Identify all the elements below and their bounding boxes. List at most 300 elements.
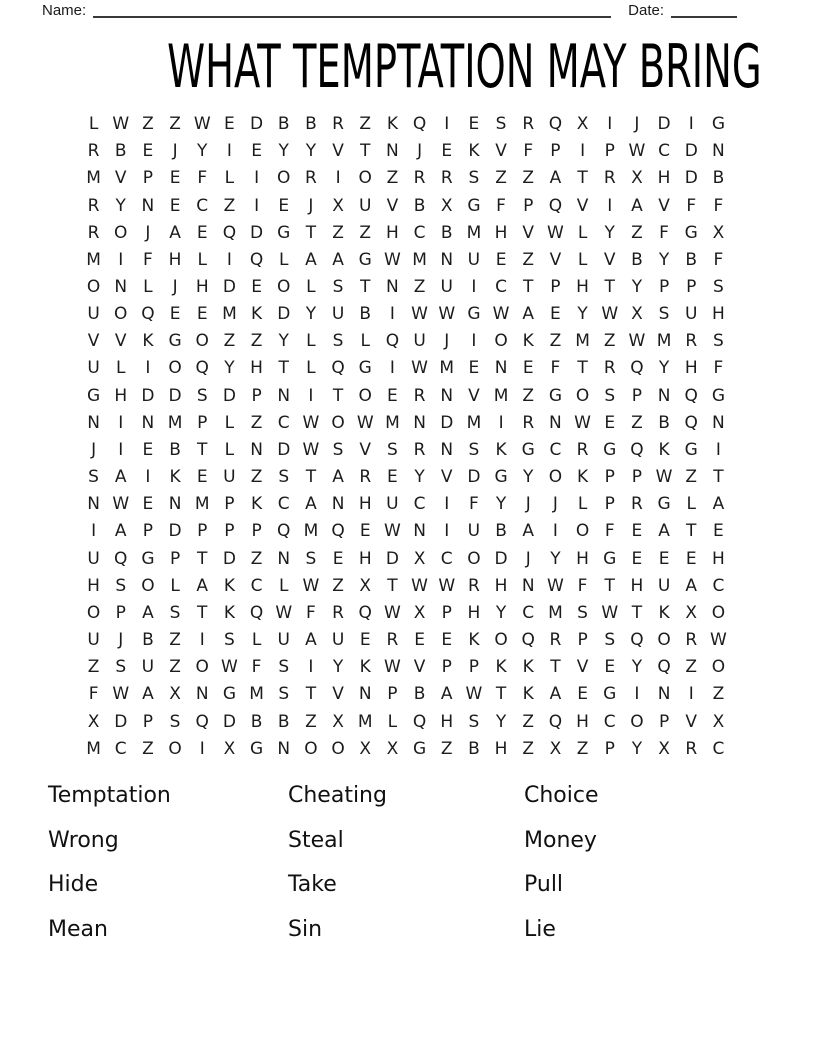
grid-letter: H — [440, 711, 454, 732]
grid-letter: N — [440, 385, 454, 406]
grid-letter: S — [468, 439, 480, 460]
grid-letter: N — [386, 277, 399, 298]
grid-letter: H — [358, 548, 372, 569]
grid-letter: D — [277, 439, 291, 460]
grid-letter: P — [468, 657, 480, 678]
grid-letter: P — [550, 277, 561, 298]
grid-letter: L — [116, 358, 126, 379]
grid-letter: E — [332, 548, 344, 569]
grid-letter: M — [86, 168, 101, 189]
grid-letter: W — [112, 684, 130, 705]
grid-letter: Y — [278, 331, 289, 352]
grid-letter: V — [658, 195, 670, 216]
grid-letter: O — [358, 385, 372, 406]
grid-letter: B — [440, 222, 453, 243]
grid-letter: S — [305, 548, 317, 569]
grid-letter: U — [467, 521, 481, 542]
grid-letter: T — [360, 141, 371, 162]
grid-letter: Y — [197, 141, 208, 162]
grid-letter: G — [249, 738, 264, 759]
grid-letter: K — [658, 439, 670, 460]
grid-letter: V — [522, 222, 535, 243]
grid-letter: M — [357, 711, 373, 732]
grid-letter: Z — [495, 168, 507, 189]
grid-letter: O — [304, 738, 318, 759]
grid-letter: S — [332, 277, 344, 298]
grid-letter: Q — [358, 602, 372, 623]
grid-letter: T — [686, 521, 697, 542]
grid-letter: M — [466, 412, 482, 433]
grid-letter: X — [332, 711, 344, 732]
grid-letter: N — [168, 494, 182, 515]
grid-letter: R — [603, 358, 616, 379]
grid-letter: D — [494, 548, 508, 569]
word-item: Cheating — [288, 783, 387, 808]
grid-letter: W — [193, 114, 211, 135]
grid-letter: P — [523, 195, 534, 216]
grid-letter: T — [305, 684, 317, 705]
grid-letter: H — [494, 575, 508, 596]
grid-letter: G — [358, 358, 372, 379]
grid-letter: V — [549, 249, 562, 270]
grid-letter: Z — [712, 684, 725, 705]
grid-letter: K — [386, 114, 398, 135]
grid-letter: X — [359, 738, 372, 759]
grid-letter: N — [657, 385, 671, 406]
grid-letter: I — [308, 657, 314, 678]
grid-letter: H — [712, 304, 725, 325]
grid-letter: A — [522, 521, 535, 542]
grid-letter: U — [87, 304, 100, 325]
grid-letter: Z — [359, 222, 372, 243]
grid-letter: W — [275, 602, 293, 623]
grid-letter: N — [277, 385, 291, 406]
grid-letter: C — [413, 222, 426, 243]
grid-letter: A — [658, 521, 670, 542]
grid-letter: O — [494, 331, 508, 352]
grid-letter: O — [575, 385, 590, 406]
grid-letter: G — [494, 467, 508, 488]
grid-letter: Q — [521, 630, 535, 651]
grid-letter: X — [359, 575, 372, 596]
grid-letter: L — [306, 358, 316, 379]
grid-letter: A — [196, 575, 209, 596]
grid-letter: Q — [195, 711, 209, 732]
grid-letter: V — [87, 331, 100, 352]
grid-letter: C — [712, 575, 725, 596]
grid-letter: T — [360, 277, 371, 298]
grid-letter: O — [494, 630, 508, 651]
grid-letter: P — [550, 141, 561, 162]
grid-letter: A — [305, 494, 317, 515]
grid-letter: R — [413, 439, 426, 460]
grid-letter: P — [169, 548, 181, 569]
grid-letter: X — [631, 304, 643, 325]
grid-letter: Y — [631, 657, 643, 678]
word-item: Choice — [524, 783, 599, 808]
grid-letter: L — [251, 630, 262, 651]
grid-letter: D — [277, 304, 291, 325]
grid-letter: B — [495, 521, 507, 542]
grid-letter: P — [658, 711, 670, 732]
grid-letter: R — [87, 222, 100, 243]
grid-letter: S — [169, 711, 181, 732]
grid-letter: W — [384, 602, 401, 623]
grid-letter: B — [631, 249, 643, 270]
grid-letter: G — [467, 195, 481, 216]
grid-letter: Y — [278, 141, 289, 162]
grid-letter: O — [277, 168, 291, 189]
grid-letter: W — [411, 575, 428, 596]
grid-letter: L — [88, 114, 99, 135]
grid-letter: H — [576, 277, 589, 298]
grid-letter: M — [222, 304, 237, 325]
grid-letter: N — [195, 684, 209, 705]
grid-letter: Q — [412, 114, 427, 135]
grid-letter: B — [658, 412, 670, 433]
grid-letter: L — [170, 575, 180, 596]
grid-letter: P — [604, 494, 615, 515]
grid-letter: I — [607, 195, 613, 216]
grid-letter: R — [603, 168, 616, 189]
grid-letter: S — [278, 684, 290, 705]
grid-letter: B — [413, 195, 426, 216]
grid-letter: Z — [169, 657, 181, 678]
grid-letter: F — [143, 249, 153, 270]
grid-letter: R — [440, 168, 453, 189]
grid-letter: R — [549, 630, 562, 651]
grid-letter: N — [413, 521, 426, 542]
grid-letter: W — [547, 575, 564, 596]
grid-letter: O — [141, 575, 155, 596]
grid-letter: I — [715, 439, 721, 460]
grid-letter: W — [302, 412, 320, 433]
grid-letter: Y — [305, 141, 317, 162]
grid-letter: Z — [413, 277, 426, 298]
grid-letter: K — [169, 467, 181, 488]
grid-letter: Z — [631, 412, 643, 433]
grid-letter: R — [576, 439, 589, 460]
word-item: Wrong — [48, 827, 119, 853]
grid-letter: R — [359, 467, 372, 488]
grid-letter: O — [358, 168, 372, 189]
grid-letter: A — [685, 575, 698, 596]
grid-letter: I — [254, 195, 260, 216]
grid-letter: P — [224, 521, 235, 542]
grid-letter: R — [522, 412, 535, 433]
grid-letter: Z — [576, 738, 589, 759]
grid-letter: C — [277, 412, 290, 433]
grid-letter: Q — [249, 249, 264, 270]
grid-letter: W — [547, 222, 564, 243]
grid-letter: J — [172, 141, 178, 162]
grid-letter: W — [574, 412, 591, 433]
grid-letter: E — [522, 358, 534, 379]
grid-letter: H — [576, 548, 589, 569]
grid-letter: U — [440, 277, 453, 298]
grid-letter: Z — [522, 168, 535, 189]
grid-letter: E — [142, 439, 154, 460]
grid-letter: L — [387, 711, 398, 732]
grid-letter: K — [142, 331, 154, 352]
grid-letter: Z — [440, 738, 453, 759]
grid-letter: N — [440, 249, 454, 270]
grid-letter: K — [359, 657, 371, 678]
grid-letter: G — [548, 385, 562, 406]
grid-letter: V — [359, 439, 372, 460]
grid-letter: F — [577, 575, 588, 596]
grid-letter: C — [114, 738, 127, 759]
grid-letter: I — [145, 358, 151, 379]
grid-letter: M — [548, 602, 563, 623]
page-title — [0, 32, 816, 102]
grid-letter: R — [386, 630, 399, 651]
grid-letter: S — [196, 385, 208, 406]
grid-letter: Q — [331, 521, 345, 542]
grid-letter: V — [114, 331, 127, 352]
grid-letter: E — [251, 277, 262, 298]
grid-letter: Z — [386, 168, 399, 189]
grid-letter: O — [630, 711, 644, 732]
grid-letter: T — [495, 684, 507, 705]
grid-letter: E — [387, 467, 398, 488]
grid-letter: R — [685, 738, 698, 759]
grid-letter: K — [468, 630, 480, 651]
grid-letter: U — [87, 548, 100, 569]
grid-letter: I — [552, 521, 558, 542]
grid-letter: H — [712, 548, 725, 569]
grid-letter: D — [684, 141, 698, 162]
grid-letter: Y — [495, 494, 507, 515]
grid-letter: H — [250, 358, 263, 379]
word-search-grid — [80, 111, 732, 763]
grid-letter: T — [278, 358, 289, 379]
grid-letter: C — [196, 195, 209, 216]
grid-letter: H — [576, 711, 589, 732]
grid-letter: Y — [495, 711, 507, 732]
grid-letter: Y — [305, 304, 317, 325]
grid-letter: Z — [522, 711, 535, 732]
grid-letter: I — [308, 385, 314, 406]
grid-letter: J — [308, 195, 314, 216]
grid-letter: Z — [223, 195, 236, 216]
grid-letter: E — [196, 222, 208, 243]
grid-letter: A — [631, 195, 643, 216]
grid-letter: I — [389, 358, 395, 379]
grid-letter: N — [358, 684, 372, 705]
grid-letter: P — [577, 630, 588, 651]
grid-letter: O — [86, 277, 101, 298]
grid-letter: K — [658, 602, 670, 623]
grid-letter: L — [224, 168, 235, 189]
grid-letter: D — [222, 548, 236, 569]
grid-letter: X — [223, 738, 236, 759]
grid-letter: W — [628, 331, 646, 352]
grid-letter: O — [711, 602, 726, 623]
grid-letter: G — [141, 548, 155, 569]
grid-letter: F — [88, 684, 99, 705]
grid-letter: W — [384, 249, 401, 270]
grid-letter: Q — [630, 630, 644, 651]
grid-letter: Q — [684, 412, 698, 433]
grid-letter: P — [251, 385, 262, 406]
grid-letter: D — [222, 277, 236, 298]
grid-letter: I — [498, 412, 504, 433]
grid-letter: E — [414, 630, 425, 651]
grid-letter: W — [384, 521, 401, 542]
grid-letter: I — [471, 277, 477, 298]
grid-letter: E — [658, 548, 670, 569]
grid-letter: E — [604, 412, 616, 433]
grid-letter: T — [305, 222, 317, 243]
grid-letter: H — [87, 575, 100, 596]
grid-letter: V — [332, 141, 344, 162]
grid-letter: E — [550, 304, 561, 325]
grid-letter: C — [603, 711, 616, 732]
grid-letter: X — [386, 738, 399, 759]
grid-letter: K — [522, 331, 534, 352]
grid-letter: A — [142, 684, 154, 705]
grid-letter: E — [387, 385, 398, 406]
grid-letter: I — [580, 141, 586, 162]
date-label: Date: — [628, 2, 664, 19]
grid-letter: D — [168, 385, 182, 406]
grid-letter: X — [413, 548, 426, 569]
grid-letter: B — [142, 630, 154, 651]
grid-letter: Q — [684, 385, 698, 406]
grid-letter: A — [169, 222, 181, 243]
grid-letter: S — [713, 277, 724, 298]
grid-letter: L — [686, 494, 696, 515]
grid-letter: W — [302, 575, 320, 596]
grid-letter: P — [224, 494, 235, 515]
grid-letter: C — [495, 277, 507, 298]
grid-letter: B — [359, 304, 372, 325]
grid-letter: E — [468, 114, 480, 135]
grid-letter: V — [468, 385, 480, 406]
grid-letter: C — [413, 494, 426, 515]
grid-letter: L — [224, 412, 235, 433]
grid-letter: Q — [385, 331, 400, 352]
grid-letter: F — [496, 195, 506, 216]
grid-letter: E — [224, 114, 235, 135]
grid-letter: D — [222, 711, 236, 732]
grid-letter: R — [413, 168, 426, 189]
grid-letter: M — [303, 521, 319, 542]
grid-letter: S — [88, 467, 99, 488]
grid-letter: G — [521, 439, 535, 460]
grid-letter: G — [412, 738, 427, 759]
grid-letter: Q — [548, 114, 563, 135]
grid-letter: D — [657, 114, 671, 135]
grid-letter: W — [465, 684, 483, 705]
grid-letter: N — [277, 738, 291, 759]
grid-letter: E — [196, 467, 208, 488]
grid-letter: O — [575, 521, 590, 542]
grid-letter: I — [335, 168, 341, 189]
grid-letter: O — [195, 331, 209, 352]
grid-letter: E — [169, 304, 181, 325]
grid-letter: Q — [548, 711, 563, 732]
grid-letter: R — [631, 494, 643, 515]
grid-letter: N — [141, 412, 155, 433]
grid-letter: R — [332, 114, 344, 135]
grid-letter: B — [169, 439, 181, 460]
grid-letter: B — [250, 711, 263, 732]
grid-letter: G — [222, 684, 236, 705]
grid-letter: O — [548, 467, 563, 488]
grid-letter: N — [549, 412, 562, 433]
grid-letter: F — [713, 249, 724, 270]
grid-letter: V — [576, 195, 589, 216]
grid-letter: J — [552, 494, 558, 515]
grid-letter: I — [226, 141, 232, 162]
grid-letter: D — [684, 168, 698, 189]
grid-letter: K — [468, 141, 480, 162]
grid-letter: F — [604, 521, 615, 542]
grid-letter: E — [631, 548, 643, 569]
grid-letter: A — [549, 168, 562, 189]
grid-letter: G — [603, 548, 617, 569]
word-item: Money — [524, 827, 597, 853]
grid-letter: Z — [223, 331, 236, 352]
grid-letter: O — [168, 738, 182, 759]
grid-letter: Q — [222, 222, 237, 243]
grid-letter: E — [577, 684, 588, 705]
grid-letter: A — [114, 467, 127, 488]
grid-letter: F — [197, 168, 208, 189]
grid-letter: T — [713, 467, 724, 488]
grid-letter: W — [601, 304, 619, 325]
grid-letter: Y — [332, 657, 344, 678]
grid-letter: R — [305, 168, 317, 189]
grid-letter: X — [87, 711, 100, 732]
grid-letter: I — [118, 412, 124, 433]
grid-letter: N — [87, 494, 100, 515]
grid-letter: E — [685, 548, 697, 569]
grid-letter: P — [604, 141, 615, 162]
word-item: Temptation — [48, 783, 171, 808]
grid-letter: Z — [250, 412, 263, 433]
grid-letter: O — [114, 222, 128, 243]
word-item: Mean — [48, 916, 108, 942]
grid-letter: A — [440, 684, 453, 705]
grid-letter: I — [91, 521, 97, 542]
grid-letter: U — [87, 358, 100, 379]
grid-letter: Z — [332, 222, 344, 243]
grid-letter: T — [332, 385, 344, 406]
grid-letter: Z — [522, 249, 535, 270]
grid-letter: G — [603, 684, 617, 705]
grid-letter: N — [494, 358, 508, 379]
grid-letter: W — [492, 304, 510, 325]
grid-letter: M — [249, 684, 264, 705]
grid-letter: H — [358, 494, 372, 515]
grid-letter: W — [438, 575, 456, 596]
grid-letter: Z — [522, 738, 535, 759]
grid-letter: Z — [522, 385, 535, 406]
grid-letter: Q — [114, 548, 128, 569]
grid-letter: V — [413, 657, 426, 678]
grid-letter: J — [444, 331, 450, 352]
grid-letter: F — [469, 494, 479, 515]
grid-letter: C — [549, 439, 562, 460]
grid-letter: T — [387, 575, 398, 596]
grid-letter: J — [525, 548, 531, 569]
grid-letter: I — [444, 114, 450, 135]
word-item: Sin — [288, 916, 323, 942]
grid-letter: X — [332, 195, 344, 216]
